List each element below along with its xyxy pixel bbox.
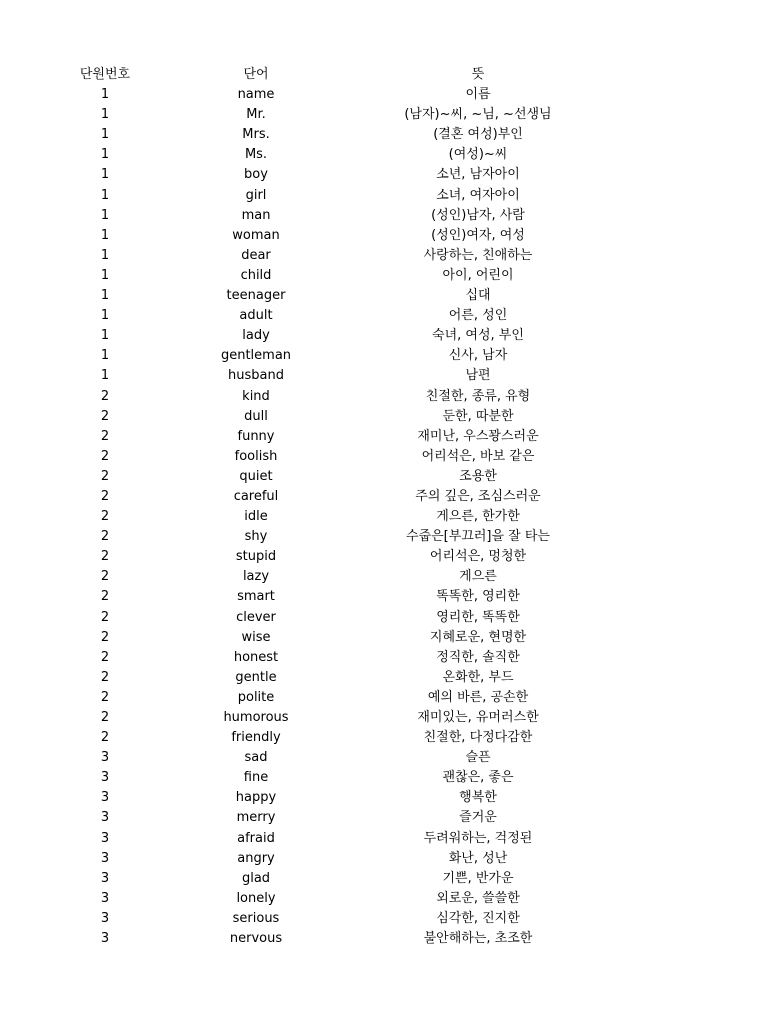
table-row (0, 909, 768, 929)
word-cell: careful (233, 488, 279, 504)
meaning-cell: 아이, 어린이 (442, 267, 514, 283)
table-row (0, 206, 768, 226)
table-row (0, 266, 768, 286)
table-row (0, 507, 768, 527)
word-cell: smart (237, 589, 275, 605)
day-cell: 2 (100, 669, 110, 685)
word-cell: man (241, 207, 271, 223)
meaning-cell: 어리석은, 바보 같은 (421, 448, 535, 464)
meaning-cell: 화난, 성난 (448, 850, 508, 866)
table-body (0, 85, 768, 949)
meaning-cell: 정직한, 솔직한 (436, 649, 520, 665)
word-cell: afraid (237, 830, 275, 846)
day-cell: 2 (100, 629, 110, 645)
word-cell: boy (244, 167, 268, 183)
day-cell: 2 (100, 689, 110, 705)
table-row (0, 608, 768, 628)
word-cell: glad (241, 870, 271, 886)
meaning-cell: 슬픈 (465, 750, 491, 766)
day-cell: 1 (100, 187, 110, 203)
table-row (0, 105, 768, 125)
table-row (0, 547, 768, 567)
day-cell: 3 (100, 790, 110, 806)
meaning-cell: (결혼 여성)부인 (433, 127, 523, 143)
day-cell: 1 (100, 247, 110, 263)
table-row (0, 648, 768, 668)
meaning-cell: 예의 바른, 공손한 (427, 689, 529, 705)
meaning-cell: (남자)~씨, ~님, ~선생님 (404, 107, 552, 123)
meaning-cell: 어리석은, 멍청한 (429, 549, 527, 565)
word-cell: child (240, 267, 272, 283)
day-cell: 1 (100, 308, 110, 324)
day-cell: 2 (100, 388, 110, 404)
word-cell: kind (242, 388, 270, 404)
word-cell: teenager (226, 288, 286, 304)
table-row (0, 246, 768, 266)
word-cell: funny (237, 428, 275, 444)
day-cell: 2 (100, 569, 110, 585)
table-row (0, 447, 768, 467)
header-word-cell: 단어 (243, 67, 269, 82)
table-row (0, 768, 768, 788)
table-row (0, 829, 768, 849)
day-cell: 2 (100, 428, 110, 444)
table-row (0, 748, 768, 768)
day-cell: 1 (100, 207, 110, 223)
meaning-cell: 영리한, 똑똑한 (436, 609, 520, 625)
day-cell: 1 (100, 328, 110, 344)
day-cell: 1 (100, 288, 110, 304)
word-cell: merry (236, 810, 276, 826)
meaning-cell: 친절한, 다정다감한 (423, 730, 533, 746)
meaning-cell: 심각한, 진지한 (436, 910, 520, 926)
table-row (0, 387, 768, 407)
day-cell: 1 (100, 87, 110, 103)
meaning-cell: 이름 (465, 87, 491, 103)
table-row (0, 668, 768, 688)
meaning-cell: 소년, 남자아이 (436, 167, 520, 183)
meaning-cell: 둔한, 따분한 (442, 408, 514, 424)
word-cell: lady (242, 328, 270, 344)
word-cell: friendly (231, 730, 281, 746)
day-cell: 1 (100, 348, 110, 364)
day-cell: 2 (100, 710, 110, 725)
day-cell: 2 (100, 408, 110, 424)
word-cell: shy (244, 529, 268, 545)
word-cell: lazy (242, 569, 270, 585)
table-row (0, 366, 768, 386)
table-row (0, 306, 768, 326)
meaning-cell: 불안해하는, 초조한 (423, 931, 533, 947)
table-row (0, 85, 768, 105)
day-cell: 1 (100, 127, 110, 143)
meaning-cell: 친절한, 종류, 유형 (425, 388, 531, 404)
meaning-cell: (여성)~씨 (448, 147, 508, 163)
meaning-cell: 기쁜, 반가운 (442, 870, 514, 886)
meaning-cell: 재미난, 우스꽝스러운 (417, 428, 539, 444)
word-cell: sad (244, 750, 268, 766)
word-cell: stupid (235, 549, 277, 565)
word-cell: woman (232, 227, 280, 243)
word-cell: Mr. (246, 107, 266, 123)
vocabulary-table (0, 65, 768, 949)
word-cell: adult (239, 308, 273, 324)
word-cell: husband (228, 368, 284, 384)
table-row (0, 808, 768, 828)
table-row (0, 929, 768, 949)
day-cell: 3 (100, 931, 110, 947)
word-cell: dull (244, 408, 268, 424)
table-row (0, 165, 768, 185)
word-cell: lonely (236, 890, 276, 906)
day-cell: 3 (100, 810, 110, 826)
word-cell: dear (241, 247, 271, 263)
table-row (0, 286, 768, 306)
meaning-cell: 재미있는, 유머러스한 (417, 710, 539, 725)
word-cell: idle (244, 509, 268, 525)
table-row (0, 849, 768, 869)
meaning-cell: 외로운, 쓸쓸한 (436, 890, 520, 906)
word-cell: clever (236, 609, 276, 625)
meaning-cell: 주의 깊은, 조심스러운 (415, 488, 541, 504)
word-cell: wise (241, 629, 271, 645)
meaning-cell: 소녀, 여자아이 (436, 187, 520, 203)
day-cell: 2 (100, 468, 110, 484)
word-cell: Ms. (244, 147, 268, 163)
day-cell: 2 (100, 448, 110, 464)
meaning-cell: 두려워하는, 걱정된 (423, 830, 533, 846)
word-cell: quiet (239, 468, 273, 484)
day-cell: 2 (100, 649, 110, 665)
table-row (0, 708, 768, 728)
word-cell: gentleman (220, 348, 292, 364)
meaning-cell: 조용한 (459, 468, 497, 484)
word-cell: serious (232, 910, 280, 926)
header-meaning-cell: 뜻 (471, 67, 485, 82)
day-cell: 1 (100, 368, 110, 384)
table-row (0, 186, 768, 206)
word-cell: angry (237, 850, 275, 866)
table-row (0, 346, 768, 366)
word-cell: honest (233, 649, 279, 665)
meaning-cell: 지혜로운, 현명한 (429, 629, 527, 645)
day-cell: 2 (100, 549, 110, 565)
meaning-cell: 숙녀, 여성, 부인 (432, 328, 524, 344)
day-cell: 1 (100, 167, 110, 183)
day-cell: 2 (100, 609, 110, 625)
day-cell: 1 (100, 267, 110, 283)
meaning-cell: 똑똑한, 영리한 (436, 589, 520, 605)
table-row (0, 728, 768, 748)
day-cell: 1 (100, 107, 110, 123)
table-row (0, 326, 768, 346)
day-cell: 3 (100, 850, 110, 866)
table-row (0, 427, 768, 447)
word-cell: girl (245, 187, 267, 203)
header-day-cell: 단원번호 (79, 67, 131, 82)
day-cell: 1 (100, 147, 110, 163)
meaning-cell: 사랑하는, 친애하는 (423, 247, 533, 263)
meaning-cell: 게으른 (459, 569, 497, 585)
table-row (0, 125, 768, 145)
table-row (0, 587, 768, 607)
table-row (0, 688, 768, 708)
word-cell: gentle (235, 669, 277, 685)
word-cell: foolish (234, 448, 278, 464)
meaning-cell: 게으른, 한가한 (436, 509, 520, 525)
meaning-cell: 어른, 성인 (448, 308, 508, 324)
meaning-cell: 수줍은[부끄러]을 잘 타는 (406, 529, 550, 545)
day-cell: 3 (100, 870, 110, 886)
day-cell: 1 (100, 227, 110, 243)
header-row (0, 65, 768, 85)
word-cell: polite (237, 689, 275, 705)
meaning-cell: 십대 (465, 288, 491, 304)
day-cell: 3 (100, 830, 110, 846)
meaning-cell: 신사, 남자 (448, 348, 508, 364)
table-row (0, 467, 768, 487)
day-cell: 2 (100, 730, 110, 746)
table-row (0, 527, 768, 547)
word-cell: happy (235, 790, 277, 806)
word-cell: nervous (229, 931, 283, 947)
word-cell: Mrs. (242, 127, 270, 143)
day-cell: 2 (100, 509, 110, 525)
table-row (0, 407, 768, 427)
word-cell: fine (243, 770, 269, 786)
word-cell: humorous (223, 710, 289, 725)
day-cell: 2 (100, 488, 110, 504)
meaning-cell: (성인)남자, 사람 (431, 207, 525, 223)
table-row (0, 788, 768, 808)
meaning-cell: 즐거운 (459, 810, 497, 826)
day-cell: 3 (100, 890, 110, 906)
table-row (0, 628, 768, 648)
table-row (0, 889, 768, 909)
meaning-cell: 온화한, 부드 (442, 669, 514, 685)
meaning-cell: 괜찮은, 좋은 (442, 770, 514, 786)
table-row (0, 145, 768, 165)
day-cell: 3 (100, 770, 110, 786)
meaning-cell: 행복한 (459, 790, 497, 806)
day-cell: 3 (100, 910, 110, 926)
table-row (0, 869, 768, 889)
table-row (0, 487, 768, 507)
table-row (0, 226, 768, 246)
word-cell: name (237, 87, 275, 103)
table-row (0, 567, 768, 587)
day-cell: 2 (100, 529, 110, 545)
meaning-cell: 남편 (465, 368, 491, 384)
day-cell: 3 (100, 750, 110, 766)
day-cell: 2 (100, 589, 110, 605)
meaning-cell: (성인)여자, 여성 (431, 227, 525, 243)
